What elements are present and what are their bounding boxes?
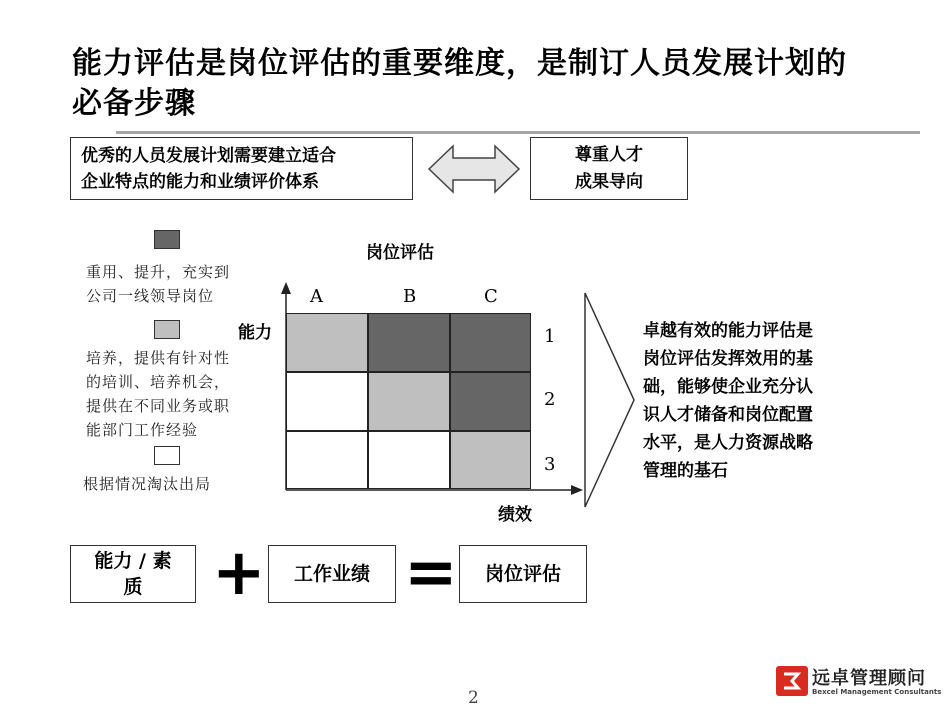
right-text-line-5: 水平，是人力资源战略: [643, 433, 813, 453]
legend-white-line-1: 根据情况淘汰出局: [83, 475, 212, 493]
top-right-line-1: 尊重人才: [575, 144, 643, 165]
legend-dark-line-1: 重用、提升，充实到: [86, 263, 231, 281]
ability-box: [70, 545, 196, 603]
title-line-1: 能力评估是岗位评估的重要维度，是制订人员发展计划的: [72, 46, 847, 81]
legend-light-line-3: 提供在不同业务或职: [86, 397, 231, 415]
logo-icon: [776, 666, 808, 696]
top-left-line-2: 企业特点的能力和业绩评价体系: [81, 171, 319, 192]
legend-swatch-dark: [154, 230, 180, 249]
chevron-arrow-icon: [584, 292, 636, 508]
column-label-c: C: [484, 286, 498, 307]
performance-box: 工作业绩: [268, 545, 396, 603]
column-label-b: B: [403, 286, 417, 307]
page-number: 2: [468, 688, 479, 708]
ability-box-line-2: 质: [123, 576, 143, 598]
title-line-2: 必备步骤: [72, 86, 196, 121]
position-eval-box: 岗位评估: [459, 545, 587, 603]
row-label-2: 2: [544, 389, 556, 410]
legend-swatch-white: [154, 446, 180, 465]
right-text-line-3: 础，能够使企业充分认: [643, 377, 813, 397]
legend-swatch-light: [154, 320, 180, 339]
top-left-box: [70, 137, 413, 200]
equals-sign: =: [404, 536, 458, 610]
legend-light-line-1: 培养，提供有针对性: [86, 349, 231, 367]
top-right-line-2: 成果导向: [575, 171, 643, 192]
page-title: [72, 44, 892, 124]
legend-light-line-4: 能部门工作经验: [86, 421, 199, 439]
matrix-top-label: 岗位评估: [366, 243, 434, 263]
right-text-line-6: 管理的基石: [643, 461, 728, 481]
top-left-line-1: 优秀的人员发展计划需要建立适合: [81, 145, 336, 166]
ability-box-line-1: 能力 / 素: [94, 550, 172, 572]
top-right-box: [530, 137, 688, 200]
right-text-line-2: 岗位评估发挥效用的基: [643, 349, 813, 369]
logo-text-en: Bexcel Management Consultants: [812, 688, 942, 696]
logo-text-cn: 远卓管理顾问: [812, 668, 926, 689]
matrix-axes: [270, 280, 585, 505]
right-text-line-1: 卓越有效的能力评估是: [643, 321, 813, 341]
title-divider: [116, 131, 920, 134]
legend-dark-text: [86, 260, 230, 308]
plus-sign: +: [212, 536, 266, 610]
matrix-x-label: 绩效: [498, 505, 532, 525]
legend-white-text: [83, 472, 211, 496]
double-arrow-icon: [427, 143, 521, 195]
legend-dark-line-2: 公司一线领导岗位: [86, 287, 215, 305]
legend-light-line-2: 的培训、培养机会，: [86, 373, 231, 391]
row-label-1: 1: [544, 326, 556, 347]
right-text-line-4: 识人才储备和岗位配置: [643, 405, 813, 425]
column-label-a: A: [310, 286, 323, 307]
row-label-3: 3: [544, 454, 556, 475]
right-description: [643, 317, 843, 485]
matrix-y-label: 能力: [238, 323, 272, 343]
legend-light-text: [86, 346, 230, 442]
